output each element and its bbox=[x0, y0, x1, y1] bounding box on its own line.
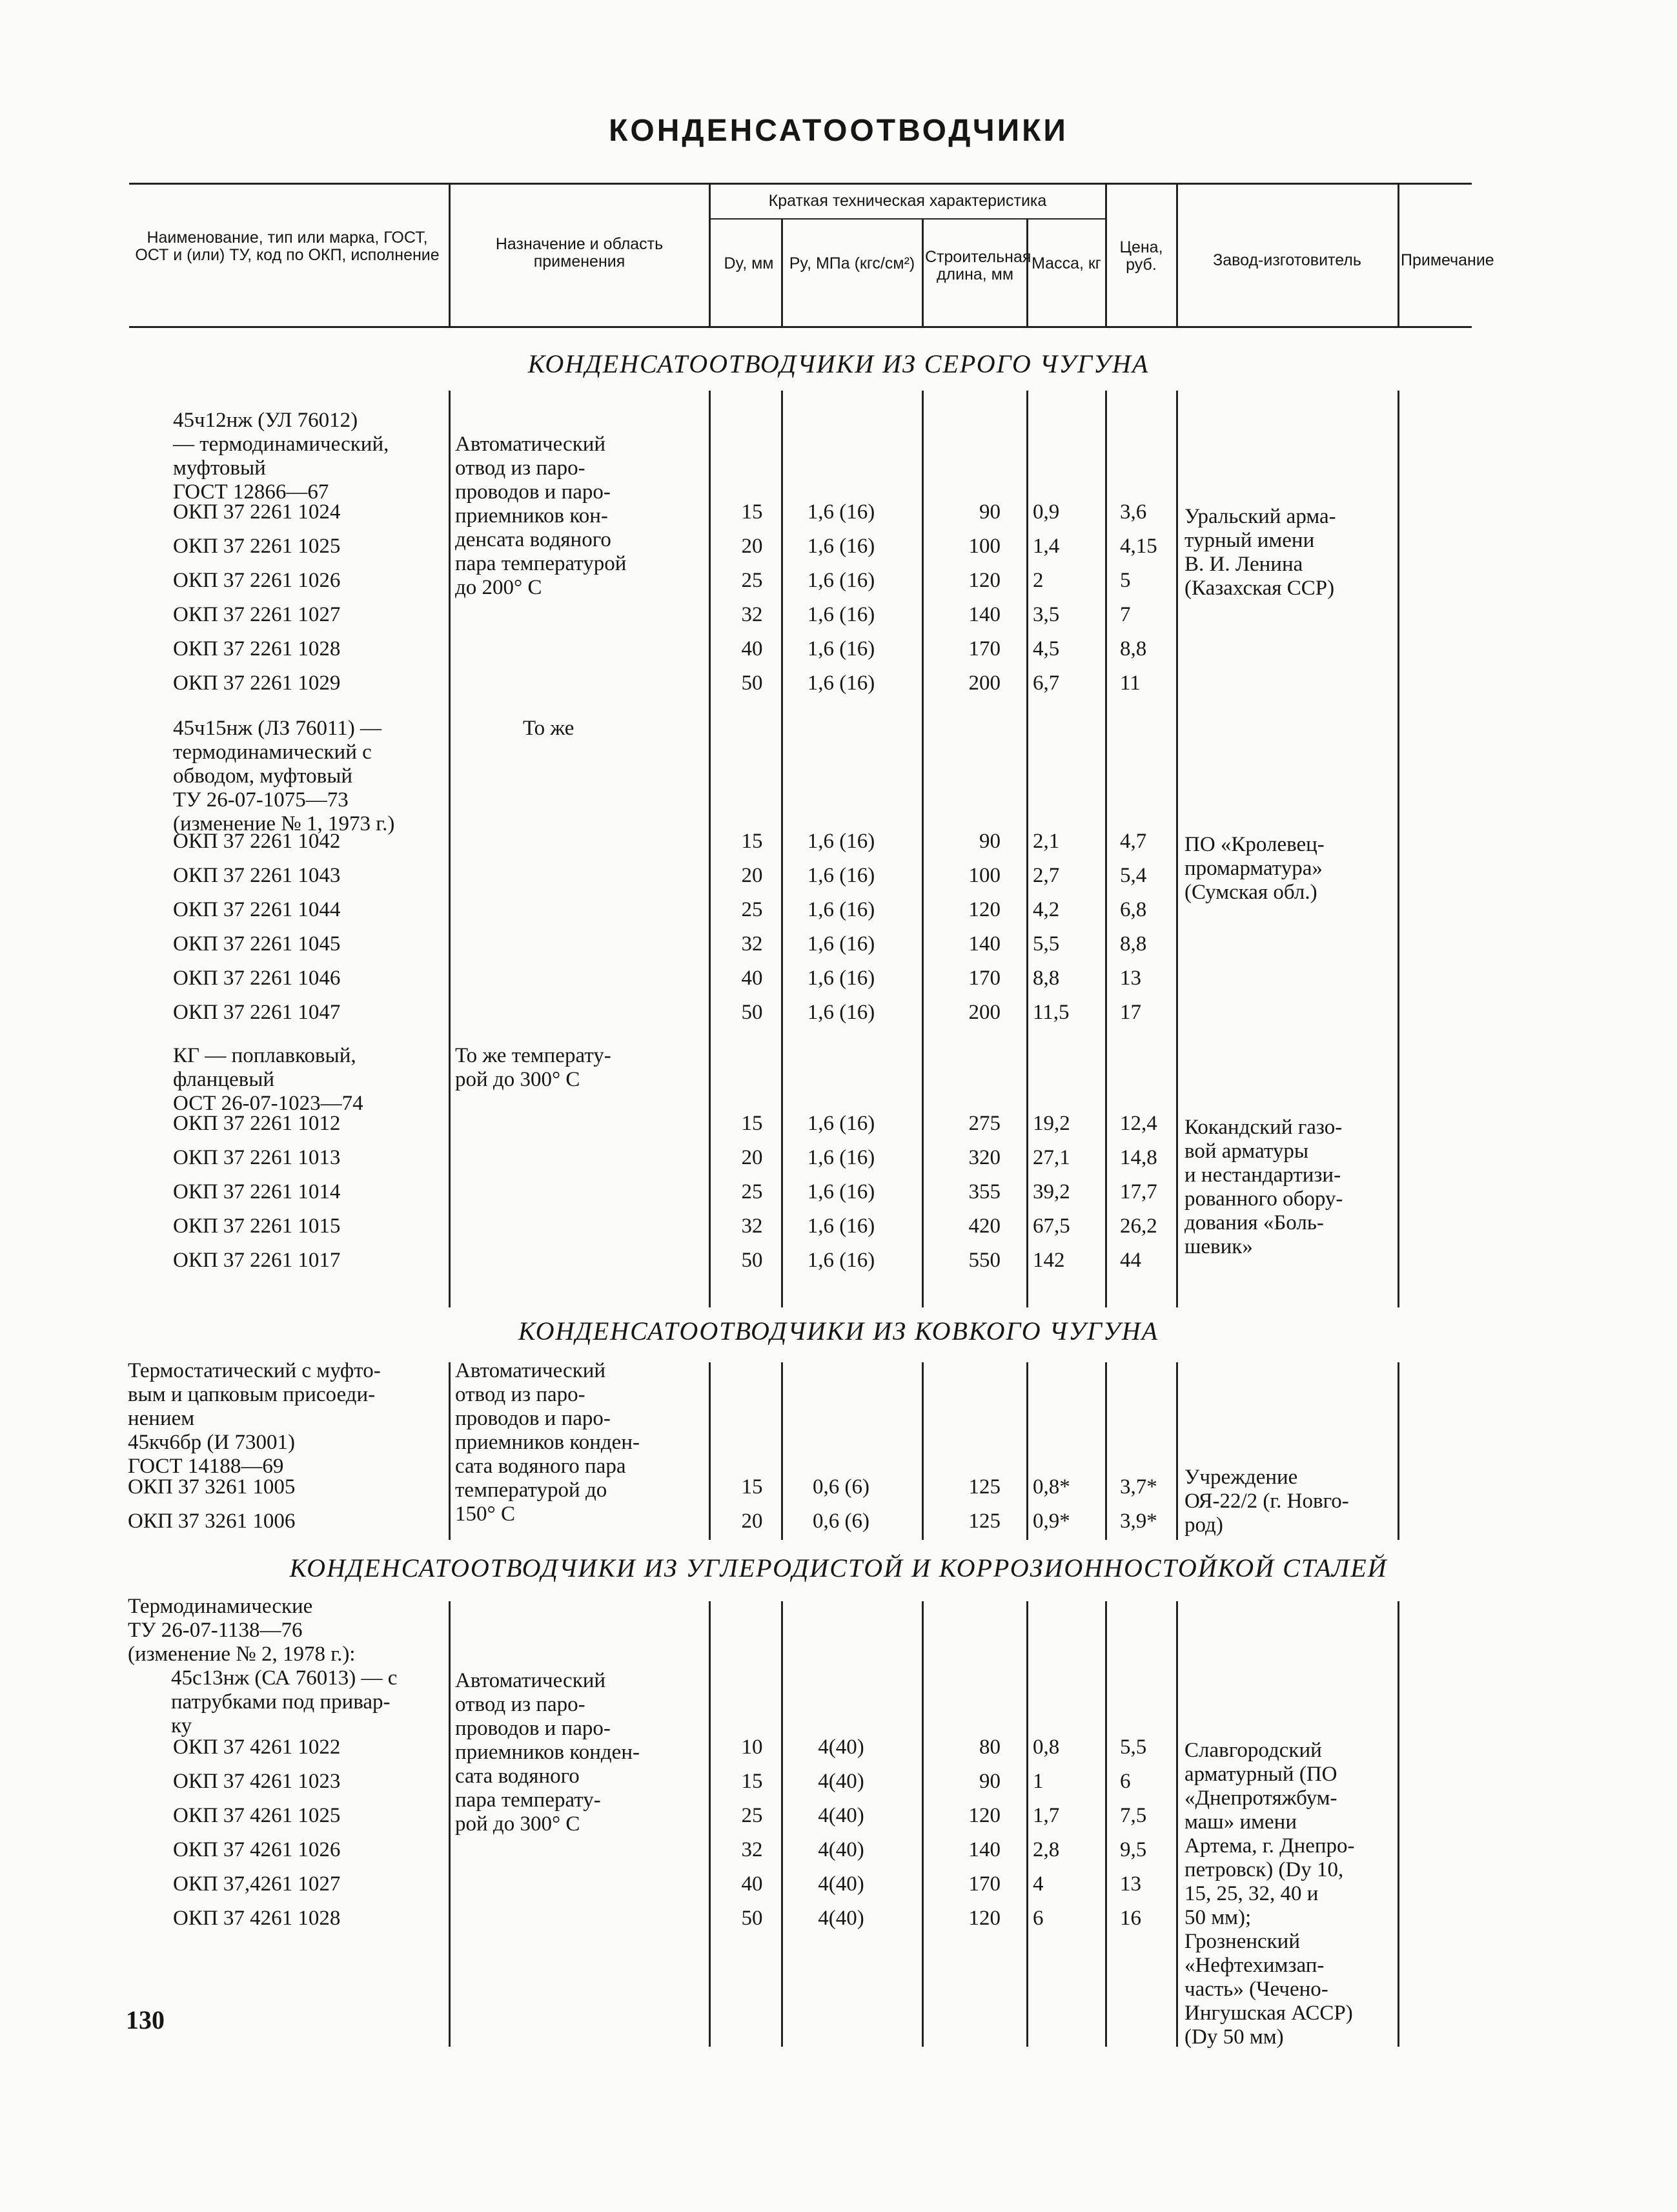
price-value: 7 bbox=[1120, 603, 1131, 626]
name-line: патрубками под привар- bbox=[171, 1690, 391, 1714]
dy-value: 15 bbox=[741, 1475, 763, 1499]
name-line: нением bbox=[128, 1407, 195, 1430]
mass-value: 6 bbox=[1033, 1907, 1044, 1930]
mass-value: 6,7 bbox=[1033, 671, 1060, 695]
mass-value: 0,8 bbox=[1033, 1736, 1060, 1759]
purpose-line: пара температурой bbox=[455, 552, 627, 575]
py-value: 1,6 (16) bbox=[807, 500, 875, 524]
okp-code: ОКП 37 4261 1028 bbox=[173, 1907, 341, 1930]
okp-code: ОКП 37 2261 1015 bbox=[173, 1214, 341, 1238]
mass-value: 2 bbox=[1033, 569, 1044, 592]
name-line: термодинамический с bbox=[173, 741, 372, 764]
factory-line: петровск) (Dy 10, bbox=[1184, 1858, 1344, 1881]
header-bottom-rule bbox=[129, 326, 1472, 328]
price-value: 12,4 bbox=[1120, 1112, 1157, 1135]
py-value: 4(40) bbox=[818, 1872, 864, 1896]
name-line: ОСТ 26-07-1023—74 bbox=[173, 1092, 363, 1115]
purpose-line: 150° С bbox=[455, 1502, 515, 1526]
price-value: 5,4 bbox=[1120, 864, 1147, 887]
dy-value: 40 bbox=[741, 1872, 763, 1896]
okp-code: ОКП 37 4261 1022 bbox=[173, 1736, 341, 1759]
factory-line: (Сумская обл.) bbox=[1184, 881, 1317, 904]
length-value: 120 bbox=[968, 569, 1001, 592]
group-purpose bbox=[455, 1044, 611, 1092]
py-value: 1,6 (16) bbox=[807, 1214, 875, 1238]
length-value: 140 bbox=[968, 1838, 1001, 1861]
col-divider bbox=[1105, 1362, 1107, 1540]
okp-code: ОКП 37 2261 1026 bbox=[173, 569, 341, 592]
okp-code: ОКП 37 2261 1046 bbox=[173, 967, 341, 990]
col-divider bbox=[1397, 183, 1399, 326]
length-value: 355 bbox=[968, 1180, 1001, 1203]
col-divider bbox=[709, 1601, 711, 2047]
col-divider bbox=[709, 1362, 711, 1540]
price-value: 17 bbox=[1120, 1001, 1141, 1024]
dy-value: 40 bbox=[741, 637, 763, 661]
col-divider bbox=[1105, 183, 1107, 326]
factory-line: «Днепротяжбум- bbox=[1184, 1787, 1337, 1810]
length-value: 275 bbox=[968, 1112, 1001, 1135]
factory-line: шевик» bbox=[1184, 1235, 1253, 1258]
header-py: Py, МПа (кгс/см²) bbox=[789, 254, 915, 272]
length-value: 200 bbox=[968, 671, 1001, 695]
dy-value: 50 bbox=[741, 1249, 763, 1272]
length-value: 90 bbox=[979, 500, 1001, 524]
factory-line: ОЯ-22/2 (г. Новго- bbox=[1184, 1490, 1349, 1513]
price-value: 8,8 bbox=[1120, 932, 1147, 956]
py-value: 1,6 (16) bbox=[807, 1146, 875, 1169]
okp-code: ОКП 37 2261 1027 bbox=[173, 603, 341, 626]
dy-value: 40 bbox=[741, 967, 763, 990]
price-value: 11 bbox=[1120, 671, 1141, 695]
purpose-line: приемников кон- bbox=[455, 504, 608, 527]
length-value: 420 bbox=[968, 1214, 1001, 1238]
purpose-line: отвод из паро- bbox=[455, 456, 585, 480]
py-value: 0,6 (6) bbox=[813, 1475, 869, 1499]
okp-code: ОКП 37 2261 1012 bbox=[173, 1112, 341, 1135]
header-length: Строительная длина, мм bbox=[925, 248, 1032, 283]
py-value: 4(40) bbox=[818, 1907, 864, 1930]
name-line: ку bbox=[171, 1714, 192, 1737]
mass-value: 1,4 bbox=[1033, 535, 1060, 558]
group-factory bbox=[1184, 833, 1325, 905]
py-value: 1,6 (16) bbox=[807, 864, 875, 887]
group-subname bbox=[171, 1666, 397, 1738]
mass-value: 0,8* bbox=[1033, 1475, 1070, 1499]
price-value: 5 bbox=[1120, 569, 1131, 592]
name-line: 45ч12нж (УЛ 76012) bbox=[173, 409, 358, 432]
py-value: 1,6 (16) bbox=[807, 535, 875, 558]
dy-value: 25 bbox=[741, 1180, 763, 1203]
header-price: Цена, руб. bbox=[1119, 238, 1163, 274]
col-divider bbox=[1176, 183, 1178, 326]
length-value: 120 bbox=[968, 1804, 1001, 1827]
py-value: 1,6 (16) bbox=[807, 932, 875, 956]
col-divider bbox=[449, 391, 451, 1307]
price-value: 4,7 bbox=[1120, 830, 1147, 853]
group-factory bbox=[1184, 1116, 1343, 1259]
length-value: 170 bbox=[968, 967, 1001, 990]
py-value: 1,6 (16) bbox=[807, 637, 875, 661]
col-divider bbox=[709, 391, 711, 1307]
price-value: 6,8 bbox=[1120, 898, 1147, 921]
dy-value: 25 bbox=[741, 569, 763, 592]
mass-value: 4,5 bbox=[1033, 637, 1060, 661]
group-purpose bbox=[455, 433, 626, 600]
col-divider bbox=[1105, 391, 1107, 1307]
tech-group-rule bbox=[709, 218, 1107, 220]
col-divider bbox=[1397, 391, 1399, 1307]
length-value: 140 bbox=[968, 932, 1001, 956]
name-line: ТУ 26-07-1138—76 bbox=[128, 1619, 303, 1642]
dy-value: 15 bbox=[741, 500, 763, 524]
header-dy: Dy, мм bbox=[724, 254, 774, 272]
okp-code: ОКП 37 4261 1023 bbox=[173, 1770, 341, 1793]
mass-value: 67,5 bbox=[1033, 1214, 1070, 1238]
name-line: 45кч6бр (И 73001) bbox=[128, 1431, 295, 1454]
factory-line: Грозненский bbox=[1184, 1930, 1301, 1953]
length-value: 90 bbox=[979, 830, 1001, 853]
factory-line: Учреждение bbox=[1184, 1466, 1298, 1489]
length-value: 100 bbox=[968, 535, 1001, 558]
py-value: 1,6 (16) bbox=[807, 1112, 875, 1135]
col-divider bbox=[781, 218, 783, 326]
page-number: 130 bbox=[126, 2005, 165, 2034]
purpose-line: Автоматический bbox=[455, 433, 606, 456]
okp-code: ОКП 37 2261 1028 bbox=[173, 637, 341, 661]
purpose-line: проводов и паро- bbox=[455, 1407, 611, 1430]
factory-line: Артема, г. Днепро- bbox=[1184, 1834, 1355, 1858]
price-value: 3,7* bbox=[1120, 1475, 1157, 1499]
price-value: 17,7 bbox=[1120, 1180, 1157, 1203]
mass-value: 5,5 bbox=[1033, 932, 1060, 956]
price-value: 3,6 bbox=[1120, 500, 1147, 524]
length-value: 170 bbox=[968, 1872, 1001, 1896]
name-line: КГ — поплавковый, bbox=[173, 1044, 356, 1067]
mass-value: 0,9 bbox=[1033, 500, 1060, 524]
purpose-line: Автоматический bbox=[455, 1669, 606, 1692]
col-divider bbox=[1026, 1601, 1028, 2047]
dy-value: 20 bbox=[741, 864, 763, 887]
length-value: 120 bbox=[968, 1907, 1001, 1930]
dy-value: 15 bbox=[741, 1112, 763, 1135]
length-value: 320 bbox=[968, 1146, 1001, 1169]
okp-code: ОКП 37 3261 1005 bbox=[128, 1475, 296, 1499]
name-line: 45ч15нж (ЛЗ 76011) — bbox=[173, 717, 381, 740]
group-name bbox=[173, 1044, 363, 1116]
dy-value: 25 bbox=[741, 898, 763, 921]
group-factory bbox=[1184, 505, 1336, 600]
mass-value: 2,7 bbox=[1033, 864, 1060, 887]
name-line: 45с13нж (СА 76013) — с bbox=[171, 1666, 398, 1690]
py-value: 0,6 (6) bbox=[813, 1510, 869, 1533]
length-value: 170 bbox=[968, 637, 1001, 661]
header-note: Примечание bbox=[1401, 251, 1494, 269]
py-value: 1,6 (16) bbox=[807, 898, 875, 921]
py-value: 1,6 (16) bbox=[807, 1180, 875, 1203]
py-value: 1,6 (16) bbox=[807, 603, 875, 626]
header-tech-group: Краткая техническая характеристика bbox=[768, 192, 1047, 210]
purpose-line: проводов и паро- bbox=[455, 1717, 611, 1740]
purpose-line: рой до 300° С bbox=[455, 1068, 580, 1091]
group-purpose bbox=[455, 1359, 640, 1526]
okp-code: ОКП 37 2261 1014 bbox=[173, 1180, 341, 1203]
group-name bbox=[128, 1359, 381, 1479]
factory-line: рованного обору- bbox=[1184, 1187, 1343, 1211]
factory-line: ПО «Кролевец- bbox=[1184, 833, 1325, 856]
price-value: 16 bbox=[1120, 1907, 1141, 1930]
header-name: Наименование, тип или марка, ГОСТ, ОСТ и (или) ТУ, код по ОКП, исполнение bbox=[135, 229, 440, 264]
price-value: 13 bbox=[1120, 1872, 1141, 1896]
factory-line: (Dy 50 мм) bbox=[1184, 2025, 1284, 2049]
col-divider bbox=[1105, 1601, 1107, 2047]
section-title: КОНДЕНСАТООТВОДЧИКИ ИЗ СЕРОГО ЧУГУНА bbox=[527, 349, 1150, 378]
col-divider bbox=[449, 183, 451, 326]
name-line: фланцевый bbox=[173, 1068, 275, 1091]
okp-code: ОКП 37 4261 1026 bbox=[173, 1838, 341, 1861]
purpose-line: сата водяного bbox=[455, 1765, 580, 1788]
py-value: 1,6 (16) bbox=[807, 967, 875, 990]
purpose-line: рой до 300° С bbox=[455, 1812, 580, 1836]
dy-value: 50 bbox=[741, 1907, 763, 1930]
price-value: 9,5 bbox=[1120, 1838, 1147, 1861]
dy-value: 32 bbox=[741, 932, 763, 956]
okp-code: ОКП 37 2261 1025 bbox=[173, 535, 341, 558]
col-divider bbox=[1026, 391, 1028, 1307]
mass-value: 1 bbox=[1033, 1770, 1044, 1793]
mass-value: 4 bbox=[1033, 1872, 1044, 1896]
price-value: 13 bbox=[1120, 967, 1141, 990]
mass-value: 142 bbox=[1033, 1249, 1065, 1272]
mass-value: 27,1 bbox=[1033, 1146, 1070, 1169]
price-value: 26,2 bbox=[1120, 1214, 1157, 1238]
mass-value: 2,1 bbox=[1033, 830, 1060, 853]
name-line: Термодинамические bbox=[128, 1595, 313, 1618]
py-value: 1,6 (16) bbox=[807, 569, 875, 592]
okp-code: ОКП 37 2261 1017 bbox=[173, 1249, 341, 1272]
length-value: 550 bbox=[968, 1249, 1001, 1272]
py-value: 1,6 (16) bbox=[807, 1249, 875, 1272]
okp-code: ОКП 37 2261 1043 bbox=[173, 864, 341, 887]
group-purpose bbox=[523, 717, 574, 741]
factory-line: В. И. Ленина bbox=[1184, 553, 1303, 576]
mass-value: 4,2 bbox=[1033, 898, 1060, 921]
dy-value: 10 bbox=[741, 1736, 763, 1759]
group-name bbox=[173, 409, 389, 504]
purpose-line: сата водяного пара bbox=[455, 1455, 626, 1478]
okp-code: ОКП 37 2261 1047 bbox=[173, 1001, 341, 1024]
okp-code: ОКП 37 2261 1013 bbox=[173, 1146, 341, 1169]
page-title: КОНДЕНСАТООТВОДЧИКИ bbox=[609, 114, 1068, 148]
purpose-line: приемников конден- bbox=[455, 1741, 640, 1764]
header-mass: Масса, кг bbox=[1032, 254, 1101, 272]
py-value: 1,6 (16) bbox=[807, 671, 875, 695]
purpose-line: температурой до bbox=[455, 1479, 607, 1502]
dy-value: 20 bbox=[741, 1510, 763, 1533]
header-top-rule bbox=[129, 183, 1472, 185]
dy-value: 32 bbox=[741, 1838, 763, 1861]
dy-value: 20 bbox=[741, 1146, 763, 1169]
col-divider bbox=[1026, 1362, 1028, 1540]
name-line: Термостатический с муфто- bbox=[128, 1359, 381, 1382]
factory-line: Ингушская АССР) bbox=[1184, 2002, 1353, 2025]
col-divider bbox=[449, 1601, 451, 2047]
name-line: ГОСТ 14188—69 bbox=[128, 1455, 284, 1478]
price-value: 6 bbox=[1120, 1770, 1131, 1793]
purpose-line: отвод из паро- bbox=[455, 1693, 585, 1716]
okp-code: ОКП 37 4261 1025 bbox=[173, 1804, 341, 1827]
group-name bbox=[173, 717, 394, 836]
factory-line: промарматура» bbox=[1184, 857, 1323, 880]
price-value: 14,8 bbox=[1120, 1146, 1157, 1169]
group-factory bbox=[1184, 1739, 1355, 2049]
factory-line: Уральский арма- bbox=[1184, 505, 1336, 528]
mass-value: 39,2 bbox=[1033, 1180, 1070, 1203]
col-divider bbox=[449, 1362, 451, 1540]
purpose-line: То же температу- bbox=[455, 1044, 611, 1067]
dy-value: 32 bbox=[741, 1214, 763, 1238]
factory-line: маш» имени bbox=[1184, 1810, 1297, 1834]
length-value: 200 bbox=[968, 1001, 1001, 1024]
price-value: 4,15 bbox=[1120, 535, 1157, 558]
col-divider bbox=[922, 218, 924, 326]
dy-value: 20 bbox=[741, 535, 763, 558]
purpose-line: приемников конден- bbox=[455, 1431, 640, 1454]
dy-value: 32 bbox=[741, 603, 763, 626]
mass-value: 1,7 bbox=[1033, 1804, 1060, 1827]
py-value: 4(40) bbox=[818, 1838, 864, 1861]
name-line: обводом, муфтовый bbox=[173, 764, 353, 788]
factory-line: Славгородский bbox=[1184, 1739, 1322, 1762]
factory-line: турный имени bbox=[1184, 529, 1315, 552]
length-value: 100 bbox=[968, 864, 1001, 887]
mass-value: 19,2 bbox=[1033, 1112, 1070, 1135]
group-purpose bbox=[455, 1669, 640, 1836]
section-title: КОНДЕНСАТООТВОДЧИКИ ИЗ УГЛЕРОДИСТОЙ И КОРРОЗИОННОСТОЙКОЙ СТАЛЕЙ bbox=[289, 1553, 1388, 1582]
py-value: 4(40) bbox=[818, 1736, 864, 1759]
group-name bbox=[128, 1595, 355, 1666]
factory-line: часть» (Чечено- bbox=[1184, 1978, 1328, 2001]
col-divider bbox=[1397, 1601, 1399, 2047]
length-value: 140 bbox=[968, 603, 1001, 626]
mass-value: 3,5 bbox=[1033, 603, 1060, 626]
purpose-line: отвод из паро- bbox=[455, 1383, 585, 1406]
okp-code: ОКП 37 2261 1042 bbox=[173, 830, 341, 853]
name-line: — термодинамический, bbox=[173, 433, 389, 456]
factory-line: (Казахская ССР) bbox=[1184, 577, 1335, 600]
mass-value: 11,5 bbox=[1033, 1001, 1070, 1024]
dy-value: 50 bbox=[741, 1001, 763, 1024]
okp-code: ОКП 37,4261 1027 bbox=[173, 1872, 341, 1896]
name-line: (изменение № 1, 1973 г.) bbox=[173, 812, 395, 835]
section-title: КОНДЕНСАТООТВОДЧИКИ ИЗ КОВКОГО ЧУГУНА bbox=[518, 1316, 1159, 1346]
header-factory: Завод-изготовитель bbox=[1213, 251, 1361, 269]
name-line: вым и цапковым присоеди- bbox=[128, 1383, 376, 1406]
purpose-line: проводов и паро- bbox=[455, 480, 611, 504]
factory-line: род) bbox=[1184, 1513, 1223, 1537]
name-line: ТУ 26-07-1075—73 bbox=[173, 788, 349, 812]
purpose-line: до 200° С bbox=[455, 576, 542, 599]
dy-value: 50 bbox=[741, 671, 763, 695]
length-value: 125 bbox=[968, 1510, 1001, 1533]
length-value: 80 bbox=[979, 1736, 1001, 1759]
purpose-line: Автоматический bbox=[455, 1359, 606, 1382]
price-value: 3,9* bbox=[1120, 1510, 1157, 1533]
price-value: 44 bbox=[1120, 1249, 1141, 1272]
py-value: 1,6 (16) bbox=[807, 1001, 875, 1024]
okp-code: ОКП 37 2261 1045 bbox=[173, 932, 341, 956]
mass-value: 8,8 bbox=[1033, 967, 1060, 990]
okp-code: ОКП 37 2261 1029 bbox=[173, 671, 341, 695]
okp-code: ОКП 37 2261 1044 bbox=[173, 898, 341, 921]
py-value: 4(40) bbox=[818, 1804, 864, 1827]
price-value: 8,8 bbox=[1120, 637, 1147, 661]
factory-line: арматурный (ПО bbox=[1184, 1763, 1337, 1786]
factory-line: 50 мм); bbox=[1184, 1906, 1252, 1929]
factory-line: и нестандартизи- bbox=[1184, 1163, 1341, 1187]
factory-line: Кокандский газо- bbox=[1184, 1116, 1343, 1139]
length-value: 120 bbox=[968, 898, 1001, 921]
dy-value: 15 bbox=[741, 830, 763, 853]
okp-code: ОКП 37 2261 1024 bbox=[173, 500, 341, 524]
group-factory bbox=[1184, 1466, 1349, 1537]
factory-line: вой арматуры bbox=[1184, 1140, 1309, 1163]
price-value: 7,5 bbox=[1120, 1804, 1147, 1827]
dy-value: 15 bbox=[741, 1770, 763, 1793]
col-divider bbox=[1397, 1362, 1399, 1540]
name-line: ГОСТ 12866—67 bbox=[173, 480, 329, 504]
price-value: 5,5 bbox=[1120, 1736, 1147, 1759]
factory-line: дования «Боль- bbox=[1184, 1211, 1324, 1234]
length-value: 125 bbox=[968, 1475, 1001, 1499]
length-value: 90 bbox=[979, 1770, 1001, 1793]
col-divider bbox=[1026, 218, 1028, 326]
purpose-line: пара температу- bbox=[455, 1788, 601, 1812]
mass-value: 0,9* bbox=[1033, 1510, 1070, 1533]
dy-value: 25 bbox=[741, 1804, 763, 1827]
purpose-line: То же bbox=[523, 717, 574, 740]
okp-code: ОКП 37 3261 1006 bbox=[128, 1510, 296, 1533]
mass-value: 2,8 bbox=[1033, 1838, 1060, 1861]
factory-line: «Нефтехимзап- bbox=[1184, 1954, 1325, 1977]
factory-line: 15, 25, 32, 40 и bbox=[1184, 1882, 1319, 1905]
purpose-line: денсата водяного bbox=[455, 528, 611, 551]
name-line: (изменение № 2, 1978 г.): bbox=[128, 1643, 356, 1666]
py-value: 4(40) bbox=[818, 1770, 864, 1793]
header-purpose: Назначение и область применения bbox=[495, 235, 664, 271]
name-line: муфтовый bbox=[173, 456, 266, 480]
py-value: 1,6 (16) bbox=[807, 830, 875, 853]
